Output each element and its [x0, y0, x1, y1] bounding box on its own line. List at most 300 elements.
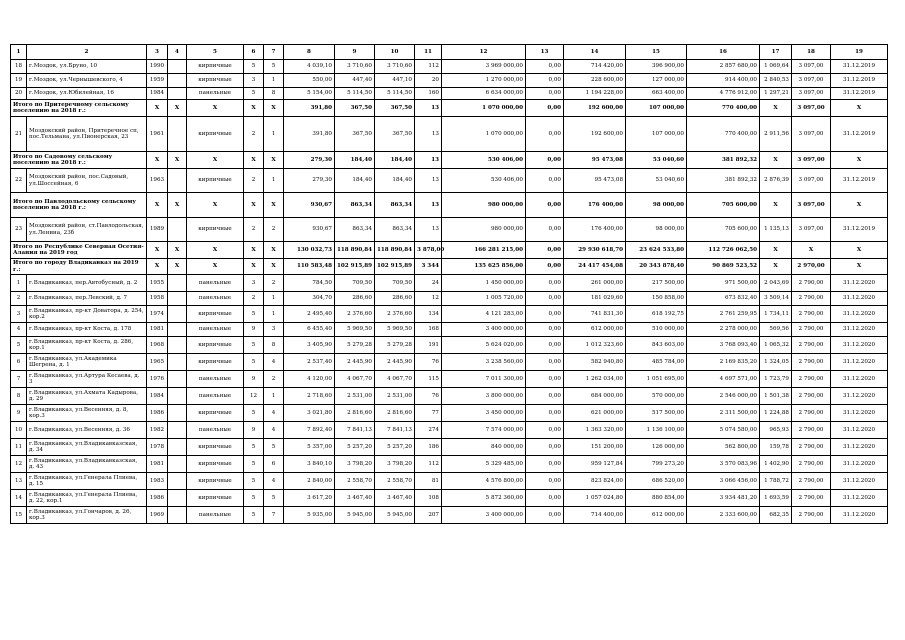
table-cell: 1	[264, 306, 284, 323]
table-cell: 391,80	[284, 117, 335, 152]
subtotal-cell: 2 970,00	[792, 259, 831, 275]
subtotal-cell: X	[187, 100, 244, 117]
subtotal-cell: 3 878,00	[415, 242, 442, 259]
address-cell: г.Владикавказ, пр-кт Коста, д. 286, кор.1	[27, 337, 147, 354]
subtotal-cell: X	[760, 100, 792, 117]
table-cell: 5	[244, 60, 264, 74]
table-cell: 8	[264, 88, 284, 100]
table-cell: 1981	[147, 456, 168, 473]
housing-register-page	[10, 44, 887, 524]
table-cell: 1 788,72	[760, 473, 792, 490]
subtotal-cell: X	[168, 242, 187, 259]
subtotal-cell: 102 915,89	[335, 259, 375, 275]
table-cell: 5 154,00	[284, 88, 335, 100]
table-cell: 2 169 835,20	[687, 354, 760, 371]
table-cell: 5	[244, 490, 264, 507]
table-cell: 1 270 000,00	[442, 74, 526, 88]
table-cell: 7	[264, 507, 284, 524]
table-cell: 1958	[147, 292, 168, 306]
table-cell: 31.12.2020	[831, 490, 888, 507]
table-cell: 5 279,28	[375, 337, 415, 354]
table-cell: 3 509,14	[760, 292, 792, 306]
table-cell: 6 634 000,00	[442, 88, 526, 100]
table-cell: 510 000,00	[626, 323, 687, 337]
table-cell: 0,00	[526, 306, 564, 323]
table-cell: 4	[264, 354, 284, 371]
subtotal-cell: 3 097,00	[792, 100, 831, 117]
table-row	[11, 473, 888, 490]
table-cell: кирпичные	[187, 117, 244, 152]
subtotal-cell: 13	[415, 152, 442, 169]
table-cell: 3 570 083,96	[687, 456, 760, 473]
subtotal-cell: 184,40	[335, 152, 375, 169]
table-cell: 127 000,00	[626, 74, 687, 88]
table-cell: 6	[264, 456, 284, 473]
table-cell: 0,00	[526, 292, 564, 306]
table-cell: 12	[415, 292, 442, 306]
table-cell: 3 840,10	[284, 456, 335, 473]
table-cell: 31.12.2020	[831, 456, 888, 473]
table-cell: 3	[11, 306, 27, 323]
table-cell: 914 400,00	[687, 74, 760, 88]
table-cell: 1 005 720,00	[442, 292, 526, 306]
table-cell: 447,10	[375, 74, 415, 88]
table-cell: 980 000,00	[442, 218, 526, 242]
table-cell: 9	[11, 405, 27, 422]
table-cell: панельные	[187, 507, 244, 524]
table-cell: 9	[244, 422, 264, 439]
subtotal-label: Итого по городу Владикавказ на 2019 г.:	[11, 259, 147, 275]
table-cell: 1 135,13	[760, 218, 792, 242]
table-cell: 530 406,00	[442, 169, 526, 193]
subtotal-cell: X	[187, 193, 244, 218]
table-cell: 1 450 000,00	[442, 275, 526, 292]
table-cell	[168, 388, 187, 405]
table-row	[11, 292, 888, 306]
subtotal-cell: 3 344	[415, 259, 442, 275]
subtotal-cell: X	[168, 100, 187, 117]
table-cell: 3 798,20	[375, 456, 415, 473]
table-cell: 1	[264, 117, 284, 152]
address-cell: г.Владикавказ, ул.Генерала Плиева, д. 15	[27, 473, 147, 490]
table-cell: 2 876,39	[760, 169, 792, 193]
table-row	[11, 388, 888, 405]
table-cell: 2 790,00	[792, 473, 831, 490]
table-cell: 108	[415, 490, 442, 507]
table-cell: 1 501,38	[760, 388, 792, 405]
address-cell: г.Владикавказ, ул.Артура Кесаева, д. 3	[27, 371, 147, 388]
subtotal-cell: 166 281 215,00	[442, 242, 526, 259]
column-number-cell: 17	[760, 45, 792, 60]
table-cell: 863,34	[335, 218, 375, 242]
table-cell: 3 066 456,00	[687, 473, 760, 490]
table-cell: 5 624 020,00	[442, 337, 526, 354]
table-cell: 0,00	[526, 456, 564, 473]
table-cell: 1	[264, 292, 284, 306]
register-body	[11, 45, 888, 524]
table-cell: 2 376,60	[335, 306, 375, 323]
table-cell: 5	[244, 354, 264, 371]
table-cell: 1 723,79	[760, 371, 792, 388]
table-cell: 2 816,60	[335, 405, 375, 422]
table-cell: 3	[264, 323, 284, 337]
table-cell: 705 600,00	[687, 218, 760, 242]
column-number-cell: 10	[375, 45, 415, 60]
subtotal-cell: 0,00	[526, 100, 564, 117]
table-cell: 3 405,90	[284, 337, 335, 354]
table-cell: 20	[415, 74, 442, 88]
table-cell: 0,00	[526, 388, 564, 405]
table-cell: 107 000,00	[626, 117, 687, 152]
table-cell: 2 531,00	[335, 388, 375, 405]
table-cell: 0,00	[526, 473, 564, 490]
table-cell: 31.12.2019	[831, 60, 888, 74]
table-cell	[168, 74, 187, 88]
table-cell: 799 273,20	[626, 456, 687, 473]
table-cell: 176 400,00	[564, 218, 626, 242]
subtotal-cell: 381 892,32	[687, 152, 760, 169]
table-cell: 2	[244, 169, 264, 193]
table-cell: 31.12.2019	[831, 218, 888, 242]
table-cell: кирпичные	[187, 456, 244, 473]
table-cell: 770 400,00	[687, 117, 760, 152]
table-cell: 5	[244, 337, 264, 354]
table-cell: 13	[415, 218, 442, 242]
subtotal-cell: 3 097,00	[792, 193, 831, 218]
column-number-cell: 8	[284, 45, 335, 60]
table-cell: 3 934 481,20	[687, 490, 760, 507]
table-cell: кирпичные	[187, 306, 244, 323]
table-cell: 2 790,00	[792, 405, 831, 422]
table-cell: 31.12.2020	[831, 422, 888, 439]
table-cell: 684 000,00	[564, 388, 626, 405]
table-cell: 823 824,00	[564, 473, 626, 490]
subtotal-cell: 110 583,48	[284, 259, 335, 275]
table-cell: 930,67	[284, 218, 335, 242]
table-row	[11, 439, 888, 456]
table-cell: 13	[415, 117, 442, 152]
table-cell: 31.12.2020	[831, 275, 888, 292]
address-cell: г.Моздок, ул.Юбилейная, 16	[27, 88, 147, 100]
table-cell: 3 710,60	[375, 60, 415, 74]
table-cell: 2 445,90	[335, 354, 375, 371]
table-row	[11, 337, 888, 354]
subtotal-row	[11, 259, 888, 275]
table-cell: 1 065,32	[760, 337, 792, 354]
column-number-cell: 4	[168, 45, 187, 60]
address-cell: г.Владикавказ, ул.Весенняя, д. 8, кор.3	[27, 405, 147, 422]
table-row	[11, 456, 888, 473]
column-number-cell: 18	[792, 45, 831, 60]
table-cell: 3 467,40	[375, 490, 415, 507]
subtotal-cell: X	[147, 193, 168, 218]
subtotal-cell: X	[264, 259, 284, 275]
table-cell: 5	[244, 507, 264, 524]
table-cell: 2	[244, 218, 264, 242]
subtotal-label: Итого по Садовому сельскому поселению на 2018 г.:	[11, 152, 147, 169]
table-cell: 4	[264, 473, 284, 490]
column-number-cell: 6	[244, 45, 264, 60]
table-cell: 0,00	[526, 218, 564, 242]
subtotal-cell: 107 000,00	[626, 100, 687, 117]
subtotal-cell: X	[264, 100, 284, 117]
table-cell: 5	[244, 456, 264, 473]
table-cell: 2 790,00	[792, 354, 831, 371]
table-cell: 77	[415, 405, 442, 422]
table-cell: 2 558,70	[375, 473, 415, 490]
table-cell: 4 776 912,00	[687, 88, 760, 100]
table-cell: 0,00	[526, 507, 564, 524]
table-cell: 4 121 283,00	[442, 306, 526, 323]
table-cell: 22	[11, 169, 27, 193]
table-cell: 682,35	[760, 507, 792, 524]
table-row	[11, 306, 888, 323]
table-cell: 31.12.2019	[831, 88, 888, 100]
table-cell: 20	[11, 88, 27, 100]
table-cell: 1976	[147, 371, 168, 388]
subtotal-row	[11, 193, 888, 218]
table-cell: 1986	[147, 490, 168, 507]
table-cell: 0,00	[526, 275, 564, 292]
subtotal-label: Итого по Притеречному сельскому поселению на 2018 г.:	[11, 100, 147, 117]
subtotal-cell: 980 000,00	[442, 193, 526, 218]
table-cell: панельные	[187, 275, 244, 292]
table-cell: 1963	[147, 169, 168, 193]
table-cell: 1986	[147, 405, 168, 422]
table-cell: 485 784,00	[626, 354, 687, 371]
table-cell: 843 603,00	[626, 337, 687, 354]
table-cell: 98 000,00	[626, 218, 687, 242]
table-cell: 2 278 000,00	[687, 323, 760, 337]
table-cell: 3 800 000,00	[442, 388, 526, 405]
table-cell: 3 097,00	[792, 218, 831, 242]
table-cell: 1 224,88	[760, 405, 792, 422]
table-cell: 7	[11, 371, 27, 388]
table-cell: 2	[264, 218, 284, 242]
table-cell: 8	[11, 388, 27, 405]
table-cell: 5 279,28	[335, 337, 375, 354]
table-cell: 1 402,90	[760, 456, 792, 473]
table-cell: 2 790,00	[792, 456, 831, 473]
table-cell: 286,60	[335, 292, 375, 306]
subtotal-cell: 0,00	[526, 152, 564, 169]
subtotal-cell: X	[831, 100, 888, 117]
subtotal-cell: 95 473,08	[564, 152, 626, 169]
table-cell: 367,50	[375, 117, 415, 152]
subtotal-cell: 135 625 856,00	[442, 259, 526, 275]
table-cell: 3 969 000,00	[442, 60, 526, 74]
subtotal-cell: 0,00	[526, 193, 564, 218]
table-cell: 0,00	[526, 169, 564, 193]
table-cell: 12	[11, 456, 27, 473]
table-cell: 31.12.2020	[831, 323, 888, 337]
table-cell: 3 710,60	[335, 60, 375, 74]
table-cell: 31.12.2020	[831, 388, 888, 405]
table-cell: 3 768 093,40	[687, 337, 760, 354]
address-cell: Моздокский район, ст.Павлодольская, ул.Ленина, 23б	[27, 218, 147, 242]
table-cell: 5	[264, 439, 284, 456]
table-cell: 192 600,00	[564, 117, 626, 152]
table-cell: 2 790,00	[792, 306, 831, 323]
table-cell: 261 000,00	[564, 275, 626, 292]
address-cell: г.Владикавказ, ул.Владикавказская, д. 43	[27, 456, 147, 473]
table-cell: кирпичные	[187, 439, 244, 456]
table-cell: 570 000,00	[626, 388, 687, 405]
table-cell: 1	[11, 275, 27, 292]
subtotal-cell: 279,30	[284, 152, 335, 169]
table-cell: 550,00	[284, 74, 335, 88]
table-cell: 23	[11, 218, 27, 242]
subtotal-cell: 53 040,60	[626, 152, 687, 169]
subtotal-cell: 20 343 878,40	[626, 259, 687, 275]
table-cell: 3 097,00	[792, 60, 831, 74]
subtotal-cell: 367,50	[335, 100, 375, 117]
table-cell: 618 192,75	[626, 306, 687, 323]
table-cell: 8	[264, 337, 284, 354]
subtotal-cell: 863,34	[375, 193, 415, 218]
column-number-cell: 5	[187, 45, 244, 60]
table-cell: 3	[244, 74, 264, 88]
table-cell: 0,00	[526, 74, 564, 88]
table-cell: 81	[415, 473, 442, 490]
address-cell: г.Владикавказ, пер.Автобусный, д. 2	[27, 275, 147, 292]
table-cell: 5 969,50	[375, 323, 415, 337]
table-cell: 2 376,60	[375, 306, 415, 323]
table-cell: 31.12.2020	[831, 354, 888, 371]
table-cell: кирпичные	[187, 169, 244, 193]
table-cell: 5 872 360,00	[442, 490, 526, 507]
column-number-cell: 15	[626, 45, 687, 60]
subtotal-cell: 13	[415, 193, 442, 218]
subtotal-cell: 0,00	[526, 259, 564, 275]
subtotal-cell: 930,67	[284, 193, 335, 218]
table-row	[11, 117, 888, 152]
table-cell	[168, 117, 187, 152]
table-cell: 18	[11, 60, 27, 74]
table-cell: 1965	[147, 354, 168, 371]
table-cell: 31.12.2020	[831, 439, 888, 456]
table-cell: 31.12.2020	[831, 292, 888, 306]
table-cell: 5 357,00	[284, 439, 335, 456]
table-cell: 159,78	[760, 439, 792, 456]
table-cell: 184,40	[375, 169, 415, 193]
subtotal-cell: 192 600,00	[564, 100, 626, 117]
table-cell: 76	[415, 388, 442, 405]
table-cell: 13	[11, 473, 27, 490]
table-cell: 1	[264, 169, 284, 193]
table-cell: 3 097,00	[792, 117, 831, 152]
subtotal-cell: X	[760, 259, 792, 275]
table-cell: 0,00	[526, 439, 564, 456]
table-cell: 4 697 571,00	[687, 371, 760, 388]
table-cell: 5 114,50	[375, 88, 415, 100]
table-cell: 2	[264, 371, 284, 388]
table-cell: 1 324,05	[760, 354, 792, 371]
table-cell: 612 000,00	[626, 507, 687, 524]
subtotal-cell: X	[147, 259, 168, 275]
address-cell: г.Владикавказ, ул.Владикавказская, д. 34	[27, 439, 147, 456]
table-cell	[168, 490, 187, 507]
table-cell: 5 257,20	[375, 439, 415, 456]
table-cell: 31.12.2020	[831, 337, 888, 354]
table-cell: 207	[415, 507, 442, 524]
table-cell: 1	[264, 74, 284, 88]
table-cell: 12	[244, 388, 264, 405]
table-cell: 191	[415, 337, 442, 354]
subtotal-cell: X	[187, 242, 244, 259]
subtotal-cell: 112 726 062,50	[687, 242, 760, 259]
table-cell: 0,00	[526, 422, 564, 439]
table-cell: 31.12.2019	[831, 74, 888, 88]
table-cell: 115	[415, 371, 442, 388]
table-cell: 2 790,00	[792, 371, 831, 388]
table-cell: 1983	[147, 473, 168, 490]
housing-register-table	[10, 44, 888, 524]
table-cell: 5	[264, 490, 284, 507]
table-cell: 150 858,00	[626, 292, 687, 306]
table-cell: 9	[244, 371, 264, 388]
table-cell: кирпичные	[187, 337, 244, 354]
address-cell: г.Моздок, ул.Чернышевского, 4	[27, 74, 147, 88]
table-cell: 3 400 000,00	[442, 507, 526, 524]
table-cell: 4 576 800,00	[442, 473, 526, 490]
table-cell: 10	[11, 422, 27, 439]
table-cell: 784,50	[284, 275, 335, 292]
table-cell: 1 297,21	[760, 88, 792, 100]
subtotal-cell: 90 869 523,52	[687, 259, 760, 275]
table-cell: 1 734,11	[760, 306, 792, 323]
table-row	[11, 323, 888, 337]
subtotal-cell: 13	[415, 100, 442, 117]
table-row	[11, 218, 888, 242]
table-cell: 4 120,00	[284, 371, 335, 388]
table-cell: 3 400 000,00	[442, 323, 526, 337]
table-cell: 0,00	[526, 405, 564, 422]
table-cell: 9	[244, 323, 264, 337]
subtotal-cell: X	[264, 152, 284, 169]
table-cell: 5 945,00	[375, 507, 415, 524]
table-cell: 184,40	[335, 169, 375, 193]
column-number-row	[11, 45, 888, 60]
table-cell: 381 892,32	[687, 169, 760, 193]
table-cell	[168, 88, 187, 100]
table-cell: 3 617,20	[284, 490, 335, 507]
table-cell: 2	[264, 275, 284, 292]
table-cell: 7 574 000,00	[442, 422, 526, 439]
column-number-cell: 19	[831, 45, 888, 60]
table-cell: 1 012 323,60	[564, 337, 626, 354]
table-cell: 569,56	[760, 323, 792, 337]
table-cell: 31.12.2020	[831, 507, 888, 524]
address-cell: г.Владикавказ, пер.Левский, д. 7	[27, 292, 147, 306]
table-cell: 1959	[147, 74, 168, 88]
column-number-cell: 2	[27, 45, 147, 60]
subtotal-cell: 23 624 533,80	[626, 242, 687, 259]
table-cell: 4 067,70	[375, 371, 415, 388]
subtotal-cell: X	[831, 152, 888, 169]
table-cell: 517 500,00	[626, 405, 687, 422]
table-cell: 965,93	[760, 422, 792, 439]
table-cell: 2 790,00	[792, 388, 831, 405]
table-cell: 1 069,64	[760, 60, 792, 74]
table-cell: 1 262 034,00	[564, 371, 626, 388]
table-cell: 1982	[147, 422, 168, 439]
subtotal-cell: 530 406,00	[442, 152, 526, 169]
table-cell: 1978	[147, 439, 168, 456]
table-cell: кирпичные	[187, 490, 244, 507]
table-cell	[168, 507, 187, 524]
table-cell	[168, 323, 187, 337]
